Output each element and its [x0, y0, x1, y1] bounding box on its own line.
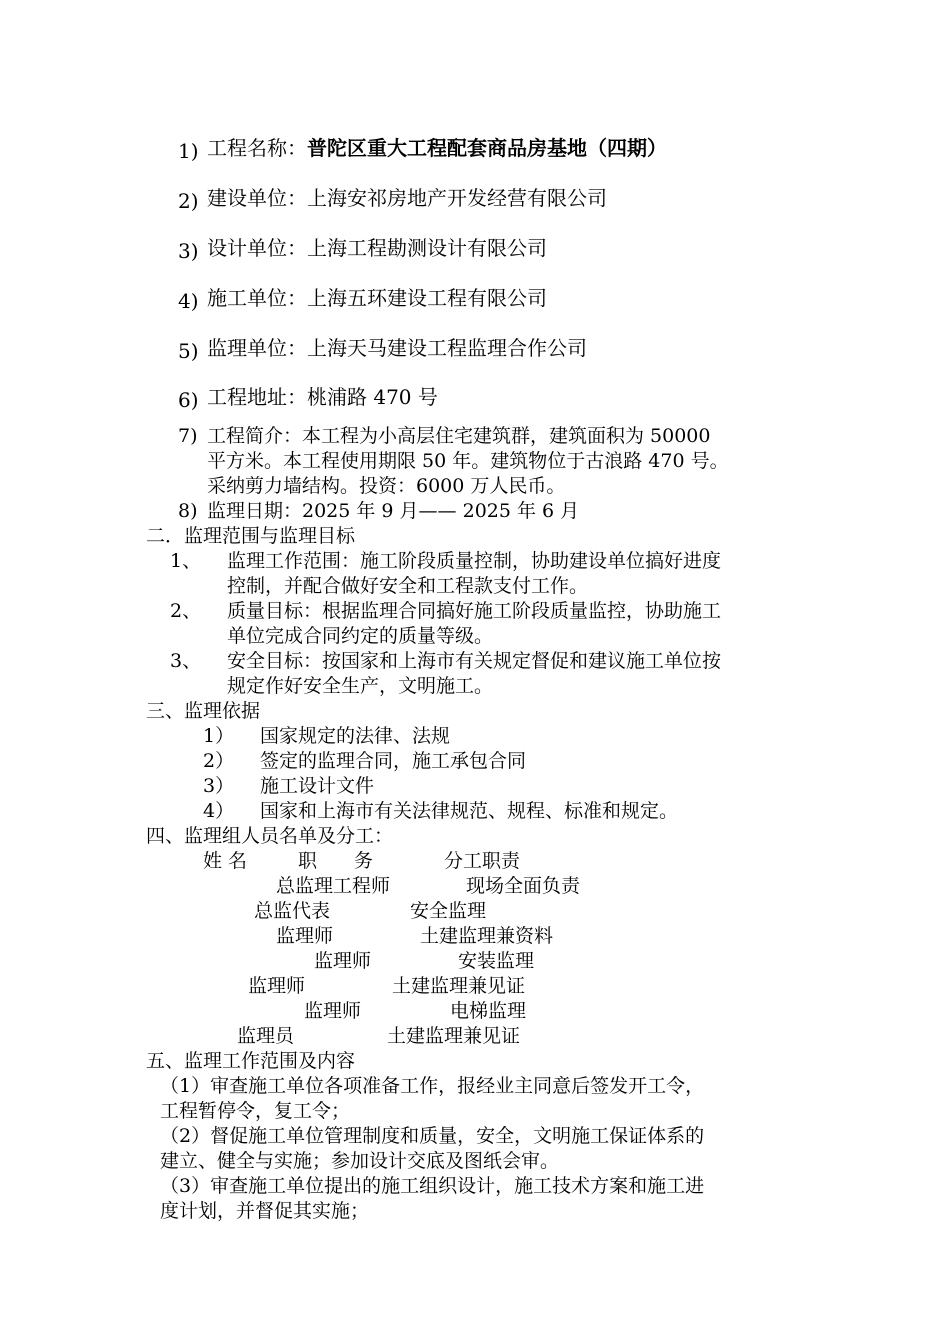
staff-duty: 安全监理 [410, 900, 487, 922]
list-number: 1） [203, 725, 235, 747]
list-number: 2) [178, 189, 199, 213]
list-number: 8) [178, 500, 198, 522]
list-item-line: 单位完成合同约定的质量等级。 [227, 625, 494, 647]
project-name-value: 普陀区重大工程配套商品房基地（四期） [307, 136, 667, 160]
list-item-line: （1）审查施工单位各项准备工作，报经业主同意后签发开工令， [160, 1075, 705, 1097]
staff-position: 监理师 [314, 950, 372, 972]
list-item-line: （3）审查施工单位提出的施工组织设计，施工技术方案和施工进 [160, 1175, 705, 1197]
list-item-line: 安全目标：按国家和上海市有关规定督促和建议施工单位按 [227, 650, 722, 672]
list-item-line: 度计划，并督促其实施； [160, 1200, 370, 1222]
list-number: 2） [203, 750, 235, 772]
list-number: 3） [203, 775, 235, 797]
list-item-line: 控制，并配合做好安全和工程款支付工作。 [227, 575, 589, 597]
staff-position: 监理师 [248, 975, 306, 997]
staff-position: 监理员 [237, 1025, 295, 1047]
staff-position: 监理师 [276, 925, 334, 947]
column-header-name: 姓 名 [203, 850, 248, 872]
staff-position: 总监代表 [254, 900, 331, 922]
section-heading: 三、监理依据 [146, 700, 261, 722]
list-item: 设计单位：上海工程勘测设计有限公司 [207, 236, 547, 260]
list-item: 国家和上海市有关法律规范、规程、标准和规定。 [260, 800, 679, 822]
list-number: 2、 [170, 600, 202, 622]
staff-position: 总监理工程师 [276, 875, 391, 897]
list-item: 工程地址：桃浦路 470 号 [207, 385, 438, 409]
list-item-line: 质量目标：根据监理合同搞好施工阶段质量监控，协助施工 [227, 600, 722, 622]
section-heading: 五、监理工作范围及内容 [146, 1050, 356, 1072]
list-item: 建设单位：上海安祁房地产开发经营有限公司 [207, 186, 607, 210]
section-heading: 二．监理范围与监理目标 [146, 525, 356, 547]
list-item: 施工单位：上海五环建设工程有限公司 [207, 286, 547, 310]
list-item-line: 工程简介：本工程为小高层住宅建筑群，建筑面积为 50000 [207, 425, 711, 447]
field-label: 工程名称： [207, 136, 307, 160]
list-number: 1、 [170, 550, 202, 572]
list-item-line: 平方米。本工程使用期限 50 年。建筑物位于古浪路 470 号。 [207, 450, 729, 472]
list-item-line: 监理工作范围：施工阶段质量控制，协助建设单位搞好进度 [227, 550, 722, 572]
list-number: 4） [203, 800, 235, 822]
list-item: 签定的监理合同，施工承包合同 [260, 750, 527, 772]
list-number: 3) [178, 239, 199, 263]
list-item-line: 建立、健全与实施；参加设计交底及图纸会审。 [160, 1150, 560, 1172]
section-heading: 四、监理组人员名单及分工： [146, 825, 394, 847]
staff-duty: 现场全面负责 [466, 875, 581, 897]
column-header-position-1: 职 [298, 850, 318, 872]
list-number: 5) [178, 339, 199, 363]
list-item-line: （2）督促施工单位管理制度和质量，安全，文明施工保证体系的 [160, 1125, 705, 1147]
list-item: 监理日期：2025 年 9 月—— 2025 年 6 月 [207, 500, 580, 522]
list-item: 监理单位：上海天马建设工程监理合作公司 [207, 336, 587, 360]
list-item-line: 工程暂停令，复工令； [160, 1100, 351, 1122]
staff-duty: 安装监理 [458, 950, 535, 972]
list-item: 施工设计文件 [260, 775, 375, 797]
staff-duty: 土建监理兼见证 [387, 1025, 521, 1047]
column-header-position-2: 务 [354, 850, 374, 872]
column-header-duty: 分工职责 [444, 850, 521, 872]
list-item: 国家规定的法律、法规 [260, 725, 451, 747]
list-item-line: 规定作好安全生产，文明施工。 [227, 675, 494, 697]
list-number: 3、 [170, 650, 202, 672]
list-number: 1) [178, 139, 199, 163]
staff-duty: 土建监理兼资料 [420, 925, 554, 947]
staff-duty: 电梯监理 [450, 1000, 527, 1022]
list-number: 4) [178, 289, 199, 313]
list-item-line: 采纳剪力墙结构。投资：6000 万人民币。 [207, 475, 566, 497]
staff-duty: 土建监理兼见证 [392, 975, 526, 997]
list-number: 7) [178, 425, 198, 447]
list-item [207, 134, 667, 162]
list-number: 6) [178, 388, 199, 412]
staff-position: 监理师 [304, 1000, 362, 1022]
